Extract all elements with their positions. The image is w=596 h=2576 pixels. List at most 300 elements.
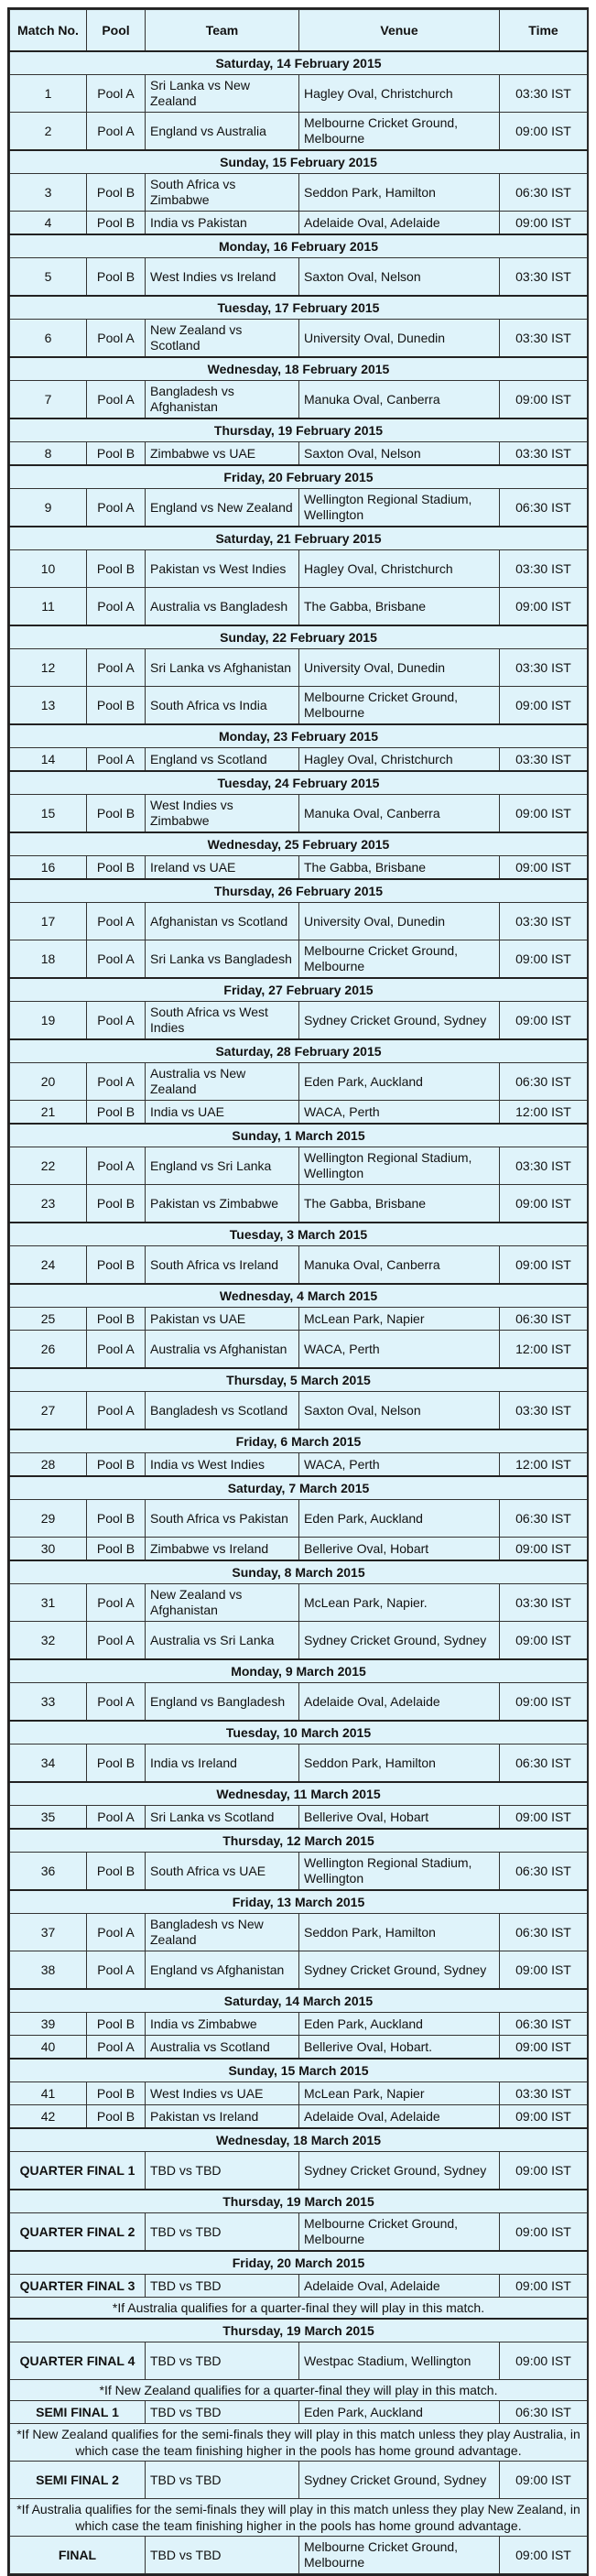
venue-name: Eden Park, Auckland xyxy=(299,2013,500,2036)
team-names: West Indies vs Ireland xyxy=(146,258,299,297)
match-number: 25 xyxy=(10,1308,87,1331)
date-row xyxy=(10,978,588,1002)
team-names: England vs Scotland xyxy=(146,748,299,772)
team-names: India vs Pakistan xyxy=(146,212,299,235)
match-row xyxy=(10,381,588,419)
note-row xyxy=(10,2424,588,2462)
match-time: 09:00 IST xyxy=(500,2342,588,2380)
match-time: 03:30 IST xyxy=(500,550,588,588)
match-time: 09:00 IST xyxy=(500,1246,588,1285)
team-names: Sri Lanka vs Bangladesh xyxy=(146,940,299,979)
venue-name: Sydney Cricket Ground, Sydney xyxy=(299,2462,500,2499)
date-row xyxy=(10,771,588,795)
match-number: 19 xyxy=(10,1002,87,1040)
match-row xyxy=(10,550,588,588)
match-time: 06:30 IST xyxy=(500,1914,588,1951)
date-row xyxy=(10,625,588,649)
match-row xyxy=(10,489,588,527)
date-heading: Thursday, 19 March 2015 xyxy=(10,2319,588,2342)
match-number: 30 xyxy=(10,1538,87,1561)
match-time: 09:00 IST xyxy=(500,1806,588,1830)
match-number: 34 xyxy=(10,1745,87,1783)
knockout-row xyxy=(10,2401,588,2424)
pool-name: Pool B xyxy=(87,258,146,297)
match-number: 37 xyxy=(10,1914,87,1951)
knockout-row xyxy=(10,2213,588,2252)
date-row xyxy=(10,1721,588,1745)
team-names: India vs UAE xyxy=(146,1101,299,1125)
pool-name: Pool B xyxy=(87,2082,146,2105)
team-names: Australia vs Bangladesh xyxy=(146,588,299,626)
match-row xyxy=(10,1308,588,1331)
match-number: 18 xyxy=(10,940,87,979)
date-heading: Monday, 9 March 2015 xyxy=(10,1659,588,1683)
date-heading: Saturday, 14 March 2015 xyxy=(10,1989,588,2013)
match-time: 09:00 IST xyxy=(500,381,588,419)
note-row xyxy=(10,2380,588,2401)
match-time: 06:30 IST xyxy=(500,2401,588,2424)
match-number: 5 xyxy=(10,258,87,297)
match-number: 31 xyxy=(10,1584,87,1622)
team-names: TBD vs TBD xyxy=(146,2213,299,2252)
venue-name: Saxton Oval, Nelson xyxy=(299,442,500,466)
venue-name: The Gabba, Brisbane xyxy=(299,856,500,880)
match-number: 8 xyxy=(10,442,87,466)
match-row xyxy=(10,174,588,212)
match-time: 03:30 IST xyxy=(500,649,588,687)
match-row xyxy=(10,1683,588,1722)
date-row xyxy=(10,527,588,550)
date-heading: Sunday, 1 March 2015 xyxy=(10,1124,588,1147)
footnote: *If New Zealand qualifies for a quarter-final they will play in this match. xyxy=(10,2380,588,2401)
venue-name: Sydney Cricket Ground, Sydney xyxy=(299,1002,500,1040)
header-time: Time xyxy=(500,10,588,52)
header-row xyxy=(10,10,588,52)
match-number: 21 xyxy=(10,1101,87,1125)
date-row xyxy=(10,724,588,748)
pool-name: Pool A xyxy=(87,113,146,151)
match-row xyxy=(10,903,588,940)
match-time: 06:30 IST xyxy=(500,1063,588,1101)
schedule-table xyxy=(9,9,588,2574)
match-row xyxy=(10,2082,588,2105)
match-time: 03:30 IST xyxy=(500,320,588,358)
pool-name: Pool A xyxy=(87,1392,146,1430)
date-heading: Tuesday, 24 February 2015 xyxy=(10,771,588,795)
match-time: 06:30 IST xyxy=(500,1745,588,1783)
match-number: 24 xyxy=(10,1246,87,1285)
pool-name: Pool B xyxy=(87,1853,146,1891)
match-time: 12:00 IST xyxy=(500,1453,588,1477)
venue-name: Adelaide Oval, Adelaide xyxy=(299,2275,500,2298)
date-row xyxy=(10,2251,588,2275)
date-row xyxy=(10,1039,588,1063)
venue-name: Seddon Park, Hamilton xyxy=(299,1914,500,1951)
date-row xyxy=(10,1659,588,1683)
stage-label: QUARTER FINAL 4 xyxy=(10,2342,146,2380)
team-names: Sri Lanka vs Scotland xyxy=(146,1806,299,1830)
venue-name: Saxton Oval, Nelson xyxy=(299,1392,500,1430)
venue-name: University Oval, Dunedin xyxy=(299,903,500,940)
match-time: 09:00 IST xyxy=(500,856,588,880)
match-row xyxy=(10,1914,588,1951)
match-row xyxy=(10,258,588,297)
date-heading: Wednesday, 18 February 2015 xyxy=(10,357,588,381)
date-row xyxy=(10,296,588,320)
venue-name: Manuka Oval, Canberra xyxy=(299,1246,500,1285)
venue-name: Melbourne Cricket Ground, Melbourne xyxy=(299,2537,500,2574)
date-heading: Friday, 13 March 2015 xyxy=(10,1890,588,1914)
date-heading: Sunday, 22 February 2015 xyxy=(10,625,588,649)
date-heading: Thursday, 19 March 2015 xyxy=(10,2190,588,2213)
team-names: Australia vs Afghanistan xyxy=(146,1331,299,1369)
match-number: 15 xyxy=(10,795,87,833)
venue-name: University Oval, Dunedin xyxy=(299,320,500,358)
venue-name: Wellington Regional Stadium, Wellington xyxy=(299,1853,500,1891)
date-row xyxy=(10,2319,588,2342)
pool-name: Pool B xyxy=(87,687,146,725)
pool-name: Pool B xyxy=(87,1745,146,1783)
pool-name: Pool A xyxy=(87,2036,146,2060)
match-row xyxy=(10,1584,588,1622)
match-number: 14 xyxy=(10,748,87,772)
note-row xyxy=(10,2499,588,2537)
match-time: 06:30 IST xyxy=(500,1500,588,1538)
team-names: South Africa vs UAE xyxy=(146,1853,299,1891)
match-number: 16 xyxy=(10,856,87,880)
team-names: Afghanistan vs Scotland xyxy=(146,903,299,940)
header-team: Team xyxy=(146,10,299,52)
date-heading: Wednesday, 25 February 2015 xyxy=(10,832,588,856)
venue-name: WACA, Perth xyxy=(299,1331,500,1369)
match-time: 09:00 IST xyxy=(500,940,588,979)
date-heading: Thursday, 5 March 2015 xyxy=(10,1368,588,1392)
match-time: 03:30 IST xyxy=(500,442,588,466)
date-heading: Wednesday, 18 March 2015 xyxy=(10,2128,588,2152)
stage-label: FINAL xyxy=(10,2537,146,2574)
team-names: India vs Zimbabwe xyxy=(146,2013,299,2036)
stage-label: QUARTER FINAL 2 xyxy=(10,2213,146,2252)
pool-name: Pool B xyxy=(87,856,146,880)
date-row xyxy=(10,1782,588,1806)
date-row xyxy=(10,2190,588,2213)
venue-name: Adelaide Oval, Adelaide xyxy=(299,1683,500,1722)
date-row xyxy=(10,832,588,856)
team-names: Bangladesh vs New Zealand xyxy=(146,1914,299,1951)
team-names: South Africa vs India xyxy=(146,687,299,725)
date-heading: Sunday, 15 March 2015 xyxy=(10,2059,588,2082)
schedule-body xyxy=(10,51,588,2574)
venue-name: Melbourne Cricket Ground, Melbourne xyxy=(299,687,500,725)
date-heading: Monday, 23 February 2015 xyxy=(10,724,588,748)
venue-name: Eden Park, Auckland xyxy=(299,1063,500,1101)
note-row xyxy=(10,2298,588,2320)
team-names: Pakistan vs Ireland xyxy=(146,2105,299,2129)
match-time: 09:00 IST xyxy=(500,2462,588,2499)
team-names: TBD vs TBD xyxy=(146,2462,299,2499)
match-number: 22 xyxy=(10,1147,87,1185)
match-time: 09:00 IST xyxy=(500,1538,588,1561)
match-row xyxy=(10,588,588,626)
header-match-no: Match No. xyxy=(10,10,87,52)
match-number: 32 xyxy=(10,1622,87,1660)
pool-name: Pool A xyxy=(87,1806,146,1830)
match-row xyxy=(10,442,588,466)
team-names: South Africa vs Zimbabwe xyxy=(146,174,299,212)
date-row xyxy=(10,150,588,174)
match-row xyxy=(10,1147,588,1185)
match-time: 03:30 IST xyxy=(500,903,588,940)
pool-name: Pool B xyxy=(87,442,146,466)
team-names: England vs Australia xyxy=(146,113,299,151)
venue-name: Seddon Park, Hamilton xyxy=(299,1745,500,1783)
date-row xyxy=(10,465,588,489)
date-heading: Friday, 20 March 2015 xyxy=(10,2251,588,2275)
match-row xyxy=(10,1246,588,1285)
match-time: 09:00 IST xyxy=(500,795,588,833)
match-row xyxy=(10,1063,588,1101)
match-row xyxy=(10,856,588,880)
venue-name: Eden Park, Auckland xyxy=(299,2401,500,2424)
match-row xyxy=(10,1185,588,1223)
match-time: 09:00 IST xyxy=(500,1185,588,1223)
date-row xyxy=(10,357,588,381)
venue-name: Hagley Oval, Christchurch xyxy=(299,748,500,772)
date-heading: Thursday, 26 February 2015 xyxy=(10,879,588,903)
date-heading: Friday, 27 February 2015 xyxy=(10,978,588,1002)
venue-name: The Gabba, Brisbane xyxy=(299,1185,500,1223)
team-names: TBD vs TBD xyxy=(146,2342,299,2380)
date-heading: Friday, 6 March 2015 xyxy=(10,1429,588,1453)
team-names: Pakistan vs West Indies xyxy=(146,550,299,588)
match-row xyxy=(10,1853,588,1891)
venue-name: Eden Park, Auckland xyxy=(299,1500,500,1538)
pool-name: Pool A xyxy=(87,1002,146,1040)
knockout-row xyxy=(10,2537,588,2574)
match-number: 41 xyxy=(10,2082,87,2105)
match-row xyxy=(10,1331,588,1369)
pool-name: Pool B xyxy=(87,1453,146,1477)
knockout-row xyxy=(10,2275,588,2298)
venue-name: Manuka Oval, Canberra xyxy=(299,381,500,419)
venue-name: The Gabba, Brisbane xyxy=(299,588,500,626)
venue-name: University Oval, Dunedin xyxy=(299,649,500,687)
match-number: 1 xyxy=(10,75,87,113)
match-time: 06:30 IST xyxy=(500,489,588,527)
match-row xyxy=(10,2036,588,2060)
match-number: 33 xyxy=(10,1683,87,1722)
pool-name: Pool A xyxy=(87,320,146,358)
team-names: Bangladesh vs Scotland xyxy=(146,1392,299,1430)
team-names: England vs Bangladesh xyxy=(146,1683,299,1722)
venue-name: Wellington Regional Stadium, Wellington xyxy=(299,489,500,527)
pool-name: Pool B xyxy=(87,1246,146,1285)
date-row xyxy=(10,1890,588,1914)
pool-name: Pool B xyxy=(87,1500,146,1538)
stage-label: SEMI FINAL 2 xyxy=(10,2462,146,2499)
team-names: New Zealand vs Afghanistan xyxy=(146,1584,299,1622)
match-row xyxy=(10,795,588,833)
match-number: 6 xyxy=(10,320,87,358)
team-names: India vs West Indies xyxy=(146,1453,299,1477)
match-time: 09:00 IST xyxy=(500,2152,588,2190)
date-heading: Friday, 20 February 2015 xyxy=(10,465,588,489)
match-time: 09:00 IST xyxy=(500,2036,588,2060)
team-names: Pakistan vs Zimbabwe xyxy=(146,1185,299,1223)
date-row xyxy=(10,234,588,258)
pool-name: Pool B xyxy=(87,1185,146,1223)
match-number: 38 xyxy=(10,1951,87,1990)
team-names: Sri Lanka vs New Zealand xyxy=(146,75,299,113)
match-number: 26 xyxy=(10,1331,87,1369)
venue-name: Adelaide Oval, Adelaide xyxy=(299,212,500,235)
team-names: Australia vs Scotland xyxy=(146,2036,299,2060)
team-names: Australia vs New Zealand xyxy=(146,1063,299,1101)
match-row xyxy=(10,1806,588,1830)
match-time: 03:30 IST xyxy=(500,2082,588,2105)
match-time: 03:30 IST xyxy=(500,748,588,772)
date-heading: Saturday, 28 February 2015 xyxy=(10,1039,588,1063)
match-time: 03:30 IST xyxy=(500,1584,588,1622)
match-number: 3 xyxy=(10,174,87,212)
match-time: 09:00 IST xyxy=(500,1002,588,1040)
match-number: 23 xyxy=(10,1185,87,1223)
date-row xyxy=(10,1429,588,1453)
match-row xyxy=(10,1500,588,1538)
match-number: 39 xyxy=(10,2013,87,2036)
footnote: *If Australia qualifies for a quarter-final they will play in this match. xyxy=(10,2298,588,2320)
date-row xyxy=(10,1560,588,1584)
team-names: South Africa vs West Indies xyxy=(146,1002,299,1040)
venue-name: WACA, Perth xyxy=(299,1101,500,1125)
match-number: 36 xyxy=(10,1853,87,1891)
pool-name: Pool B xyxy=(87,550,146,588)
match-number: 10 xyxy=(10,550,87,588)
match-number: 9 xyxy=(10,489,87,527)
match-row xyxy=(10,113,588,151)
pool-name: Pool A xyxy=(87,1622,146,1660)
match-number: 17 xyxy=(10,903,87,940)
match-number: 13 xyxy=(10,687,87,725)
venue-name: Melbourne Cricket Ground, Melbourne xyxy=(299,940,500,979)
venue-name: Bellerive Oval, Hobart. xyxy=(299,2036,500,2060)
match-time: 09:00 IST xyxy=(500,588,588,626)
match-time: 09:00 IST xyxy=(500,2105,588,2129)
pool-name: Pool A xyxy=(87,649,146,687)
pool-name: Pool B xyxy=(87,1538,146,1561)
venue-name: WACA, Perth xyxy=(299,1453,500,1477)
date-heading: Wednesday, 11 March 2015 xyxy=(10,1782,588,1806)
match-number: 12 xyxy=(10,649,87,687)
venue-name: Bellerive Oval, Hobart xyxy=(299,1538,500,1561)
pool-name: Pool B xyxy=(87,2105,146,2129)
stage-label: SEMI FINAL 1 xyxy=(10,2401,146,2424)
match-time: 03:30 IST xyxy=(500,1392,588,1430)
match-time: 06:30 IST xyxy=(500,1308,588,1331)
match-time: 12:00 IST xyxy=(500,1331,588,1369)
venue-name: Melbourne Cricket Ground, Melbourne xyxy=(299,2213,500,2252)
match-row xyxy=(10,320,588,358)
schedule-sheet xyxy=(7,7,589,2576)
match-time: 06:30 IST xyxy=(500,1853,588,1891)
team-names: India vs Ireland xyxy=(146,1745,299,1783)
pool-name: Pool A xyxy=(87,748,146,772)
team-names: TBD vs TBD xyxy=(146,2152,299,2190)
header-pool: Pool xyxy=(87,10,146,52)
date-heading: Tuesday, 10 March 2015 xyxy=(10,1721,588,1745)
date-row xyxy=(10,1829,588,1853)
match-number: 2 xyxy=(10,113,87,151)
date-row xyxy=(10,2128,588,2152)
team-names: South Africa vs Ireland xyxy=(146,1246,299,1285)
venue-name: McLean Park, Napier xyxy=(299,1308,500,1331)
date-heading: Saturday, 14 February 2015 xyxy=(10,51,588,75)
pool-name: Pool A xyxy=(87,1331,146,1369)
pool-name: Pool A xyxy=(87,489,146,527)
stage-label: QUARTER FINAL 1 xyxy=(10,2152,146,2190)
team-names: TBD vs TBD xyxy=(146,2537,299,2574)
pool-name: Pool B xyxy=(87,2013,146,2036)
date-row xyxy=(10,1476,588,1500)
venue-name: Manuka Oval, Canberra xyxy=(299,795,500,833)
venue-name: Sydney Cricket Ground, Sydney xyxy=(299,2152,500,2190)
date-row xyxy=(10,51,588,75)
venue-name: Saxton Oval, Nelson xyxy=(299,258,500,297)
venue-name: Wellington Regional Stadium, Wellington xyxy=(299,1147,500,1185)
match-time: 09:00 IST xyxy=(500,2213,588,2252)
match-number: 35 xyxy=(10,1806,87,1830)
match-time: 09:00 IST xyxy=(500,1622,588,1660)
match-row xyxy=(10,2105,588,2129)
venue-name: Seddon Park, Hamilton xyxy=(299,174,500,212)
match-time: 03:30 IST xyxy=(500,75,588,113)
match-row xyxy=(10,1101,588,1125)
venue-name: McLean Park, Napier xyxy=(299,2082,500,2105)
match-number: 29 xyxy=(10,1500,87,1538)
match-row xyxy=(10,1392,588,1430)
pool-name: Pool B xyxy=(87,1308,146,1331)
team-names: South Africa vs Pakistan xyxy=(146,1500,299,1538)
match-number: 42 xyxy=(10,2105,87,2129)
pool-name: Pool A xyxy=(87,1147,146,1185)
date-row xyxy=(10,1368,588,1392)
pool-name: Pool A xyxy=(87,1914,146,1951)
match-number: 11 xyxy=(10,588,87,626)
date-heading: Tuesday, 17 February 2015 xyxy=(10,296,588,320)
match-time: 06:30 IST xyxy=(500,2013,588,2036)
match-time: 09:00 IST xyxy=(500,1683,588,1722)
team-names: England vs Afghanistan xyxy=(146,1951,299,1990)
match-number: 20 xyxy=(10,1063,87,1101)
team-names: Ireland vs UAE xyxy=(146,856,299,880)
match-number: 4 xyxy=(10,212,87,235)
match-time: 09:00 IST xyxy=(500,687,588,725)
knockout-row xyxy=(10,2462,588,2499)
pool-name: Pool A xyxy=(87,1951,146,1990)
match-row xyxy=(10,649,588,687)
team-names: TBD vs TBD xyxy=(146,2401,299,2424)
match-time: 09:00 IST xyxy=(500,113,588,151)
date-heading: Wednesday, 4 March 2015 xyxy=(10,1284,588,1308)
team-names: New Zealand vs Scotland xyxy=(146,320,299,358)
team-names: West Indies vs UAE xyxy=(146,2082,299,2105)
match-row xyxy=(10,1002,588,1040)
venue-name: Sydney Cricket Ground, Sydney xyxy=(299,1622,500,1660)
team-names: West Indies vs Zimbabwe xyxy=(146,795,299,833)
match-row xyxy=(10,1622,588,1660)
pool-name: Pool B xyxy=(87,795,146,833)
pool-name: Pool A xyxy=(87,1063,146,1101)
